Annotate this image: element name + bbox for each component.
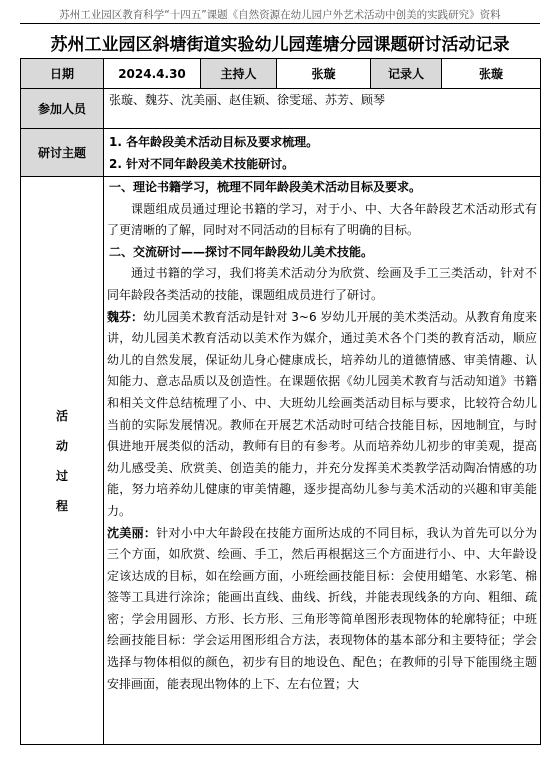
date-value: 2024.4.30 <box>104 59 201 89</box>
host-label: 主持人 <box>201 59 277 89</box>
process-label-char: 程 <box>55 498 68 513</box>
process-label-char: 过 <box>55 468 68 483</box>
process-cell <box>104 177 541 745</box>
speaker-paragraph <box>107 523 537 696</box>
section-paragraph: 课题组成员通过理论书籍的学习，对于小、中、大各年龄段艺术活动形式有了更清晰的了解，同时对不同活动的目标有了明确的目标。 <box>107 201 537 238</box>
topic-item: 1. 各年龄段美术活动目标及要求梳理。 <box>109 134 319 149</box>
topic-cell <box>104 129 541 177</box>
recorder-label: 记录人 <box>371 59 442 89</box>
topic-row <box>21 129 541 177</box>
process-body <box>104 177 540 695</box>
info-row <box>21 59 541 89</box>
running-header: 苏州工业园区教育科学“十四五”课题《自然资源在幼儿园户外艺术活动中创美的实践研究》资料 <box>59 9 501 21</box>
participants-row <box>21 89 541 129</box>
speaker-name: 魏芬： <box>107 309 144 324</box>
speaker-paragraph <box>107 307 537 523</box>
host-value: 张璇 <box>277 59 371 89</box>
topic-item: 2. 针对不同年龄段美术技能研讨。 <box>109 156 295 171</box>
participants-label: 参加人员 <box>21 89 104 129</box>
speaker-name: 沈美丽： <box>107 525 157 540</box>
process-label-char: 动 <box>55 438 68 453</box>
topic-label: 研讨主题 <box>21 129 104 177</box>
record-table <box>20 58 541 745</box>
section-heading: 一、理论书籍学习，梳理不同年龄段美术活动目标及要求。 <box>109 180 422 194</box>
page-title: 苏州工业园区斜塘街道实验幼儿园莲塘分园课题研讨活动记录 <box>50 35 510 55</box>
date-label: 日期 <box>21 59 104 89</box>
section-heading: 二、交流研讨——探讨不同年龄段幼儿美术技能。 <box>109 244 374 259</box>
process-label <box>21 177 104 745</box>
header-divider <box>20 23 540 24</box>
process-row <box>21 177 541 745</box>
process-label-char: 活 <box>55 408 68 423</box>
participants-cell <box>104 89 541 129</box>
speaker-text: 幼儿园美术教育活动是针对 3~6 岁幼儿开展的美术类活动。从教育角度来讲，幼儿园美术教育活动以美术作为媒介，通过美术各个门类的教育活动，顺应幼儿的自然发展，保证幼儿身心健康成长，培养幼儿的道德情感、审美情趣、认知能力、意志品质以及创造性。在课题依据《幼儿园美术教育与活动知道》书籍和相关文件总结梳理了小、中、大班幼儿绘画类活动目标与要求，比较符合幼儿当前的实际发展情况。教师在开展艺术活动时可结合技能目标，因地制宜，与时俱进地开展类似的活动，教师有目的有参考。从而培养幼儿初步的审美观，提高幼儿感受美、欣赏美、创造美的能力，并充分发挥美术类教学活动陶冶情感的功能，努力培养幼儿健康的审美情趣，逐步提高幼儿参与美术活动的兴趣和审美能力。 <box>107 309 537 518</box>
participants-value: 张璇、魏芬、沈美丽、赵佳颖、徐雯瑶、苏芳、顾琴 <box>109 93 386 107</box>
speaker-text: 针对小中大年龄段在技能方面所达成的不同目标，我认为首先可以分为三个方面，如欣赏、绘画、手工，然后再根据这三个方面进行小、中、大年龄设定该达成的目标，如在绘画方面，小班绘画技能目标：会使用蜡笔、水彩笔、棉签等工具进行涂涂；能画出直线、曲线、折线，并能表现线条的方向、粗细、疏密；学会用圆形、方形、长方形、三角形等简单图形表现物体的轮廓特征；中班绘画技能目标：学会运用图形组合方法，表现物体的基本部分和主要特征；学会选择与物体相似的颜色，初步有目的地设色、配色；在教师的引导下能围绕主题安排画面，能表现出物体的上下、左右位置；大 <box>107 525 537 691</box>
recorder-value: 张璇 <box>442 59 541 89</box>
section-paragraph: 通过书籍的学习，我们将美术活动分为欣赏、绘画及手工三类活动，针对不同年龄段各类活动的技能，课题组成员进行了研讨。 <box>107 266 537 302</box>
